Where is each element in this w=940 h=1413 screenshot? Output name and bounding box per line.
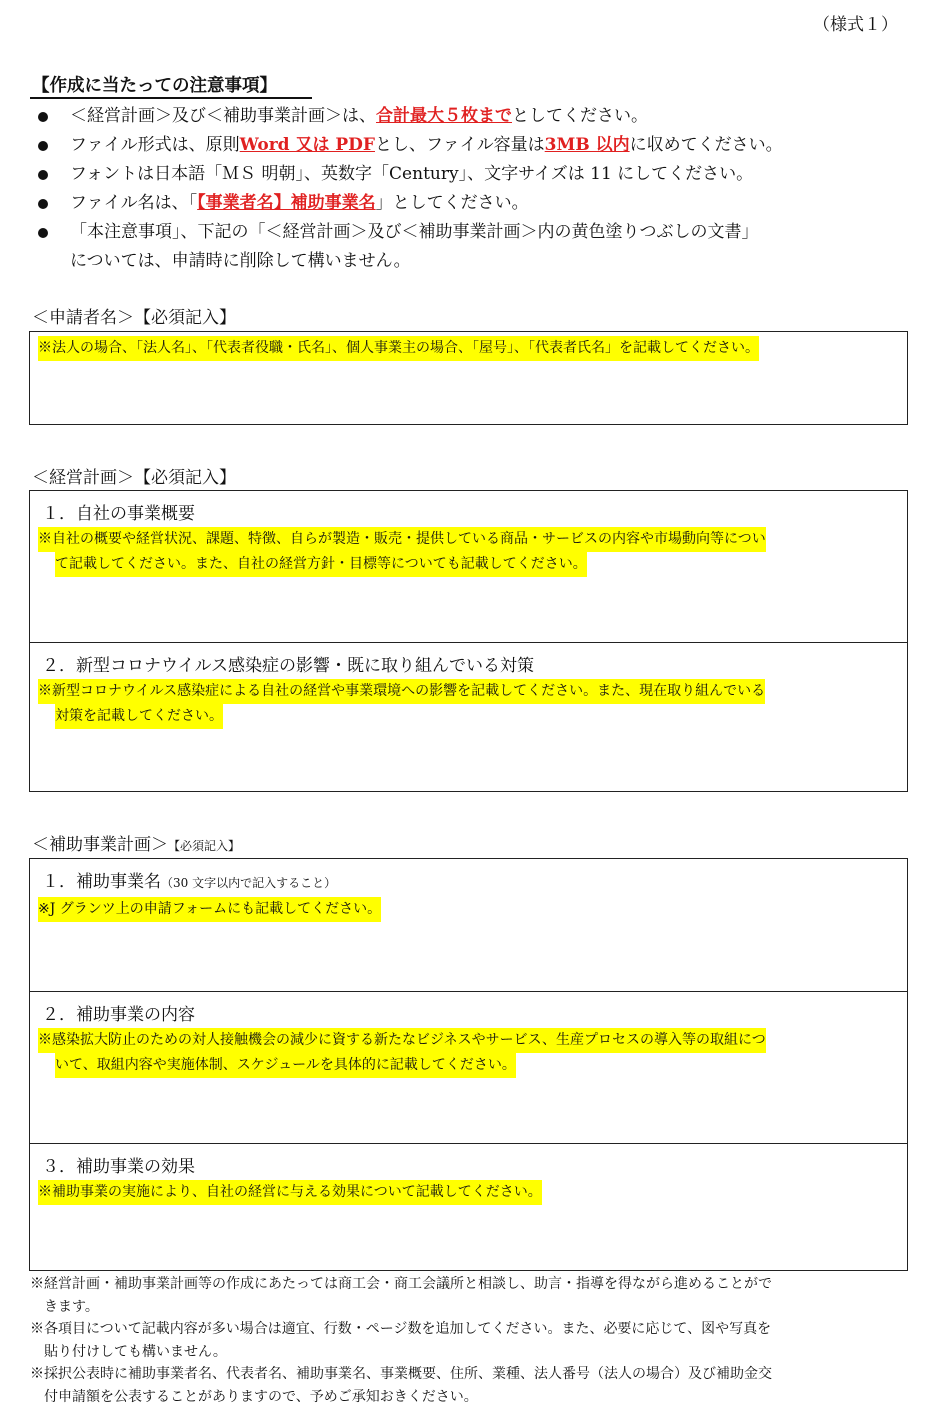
subsidy-plan-heading: ＜補助事業計画＞【必須記入】 — [32, 835, 241, 855]
bullet-icon — [38, 141, 48, 151]
subsidy-effect-instruction: ※補助事業の実施により、自社の経営に与える効果について記載してください。 — [38, 1180, 542, 1205]
bullet-icon — [38, 170, 48, 180]
subsidy-content-title: ２．補助事業の内容 — [42, 1005, 195, 1025]
subsidy-name-section[interactable] — [30, 859, 907, 991]
company-overview-section[interactable] — [30, 491, 907, 642]
applicant-instruction: ※法人の場合、「法人名」、「代表者役職・氏名」、個人事業主の場合、「屋号」、「代表者氏名」を記載してください。 — [38, 336, 759, 361]
note-item: 「本注意事項」、下記の「＜経営計画＞及び＜補助事業計画＞内の黄色塗りつぶしの文書」 については、申請時に削除して構いません。 — [38, 218, 918, 276]
company-overview-instruction: て記載してください。また、自社の経営方針・目標等についても記載してください。 — [55, 552, 587, 577]
covid-impact-section[interactable] — [30, 642, 907, 791]
footer-notes — [30, 1273, 910, 1408]
subsidy-plan-box — [29, 858, 908, 1271]
red-emphasis: 3MB 以内 — [544, 135, 630, 155]
footer-note: ※各項目について記載内容が多い場合は適宜、行数・ページ数を追加してください。また、必要に応じて、図や写真を 貼り付けしても構いません。 — [30, 1321, 772, 1360]
footer-note: ※経営計画・補助事業計画等の作成にあたっては商工会・商工会議所と相談し、助言・指導を得ながら進めることがで きます。 — [30, 1276, 772, 1315]
company-overview-title: １．自社の事業概要 — [42, 504, 195, 524]
footer-note: ※採択公表時に補助事業者名、代表者名、補助事業名、事業概要、住所、業種、法人番号（法人の場合）及び補助金交 付申請額を公表することがありますので、予めご承知おきください。 — [30, 1366, 772, 1405]
note-item: ファイル名は、「【事業者名】補助事業名」としてください。 — [38, 189, 918, 218]
company-overview-instruction: ※自社の概要や経営状況、課題、特徴、自らが製造・販売・提供している商品・サービスの内容や市場動向等につい — [38, 527, 766, 552]
subsidy-content-instruction: いて、取組内容や実施体制、スケジュールを具体的に記載してください。 — [55, 1053, 516, 1078]
notes-list — [38, 102, 918, 276]
bullet-icon — [38, 228, 48, 238]
covid-impact-title: ２．新型コロナウイルス感染症の影響・既に取り組んでいる対策 — [42, 656, 534, 676]
red-emphasis: 【事業者名】補助事業名 — [197, 193, 376, 213]
bullet-icon — [38, 112, 48, 122]
subsidy-name-instruction: ※J グランツ上の申請フォームにも記載してください。 — [38, 897, 381, 922]
business-plan-box — [29, 490, 908, 792]
subsidy-effect-section[interactable] — [30, 1143, 907, 1270]
red-emphasis: Word 又は PDF — [239, 135, 375, 155]
subsidy-content-instruction: ※感染拡大防止のための対人接触機会の減少に資する新たなビジネスやサービス、生産プロセスの導入等の取組につ — [38, 1028, 766, 1053]
subsidy-effect-title: ３．補助事業の効果 — [42, 1157, 195, 1177]
covid-impact-instruction: 対策を記載してください。 — [55, 704, 223, 729]
subsidy-name-title: １．補助事業名（30 文字以内で記入すること） — [42, 872, 337, 892]
red-emphasis: 合計最大５枚まで — [376, 106, 512, 126]
covid-impact-instruction: ※新型コロナウイルス感染症による自社の経営や事業環境への影響を記載してください。また、現在取り組んでいる — [38, 679, 765, 704]
note-item: ファイル形式は、原則Word 又は PDFとし、ファイル容量は3MB 以内に収めてください。 — [38, 131, 918, 160]
form-number: （様式１） — [813, 15, 898, 35]
note-item: ＜経営計画＞及び＜補助事業計画＞は、合計最大５枚までとしてください。 — [38, 102, 918, 131]
subsidy-content-section[interactable] — [30, 991, 907, 1143]
business-plan-heading: ＜経営計画＞【必須記入】 — [32, 468, 236, 488]
applicant-box[interactable] — [29, 331, 908, 425]
applicant-heading: ＜申請者名＞【必須記入】 — [32, 308, 236, 328]
note-item: フォントは日本語「ＭＳ 明朝」、英数字「Century」、文字サイズは 11 にしてください。 — [38, 160, 918, 189]
notes-title: 【作成に当たっての注意事項】 — [32, 76, 277, 96]
bullet-icon — [38, 199, 48, 209]
notes-title-underline — [30, 97, 312, 99]
